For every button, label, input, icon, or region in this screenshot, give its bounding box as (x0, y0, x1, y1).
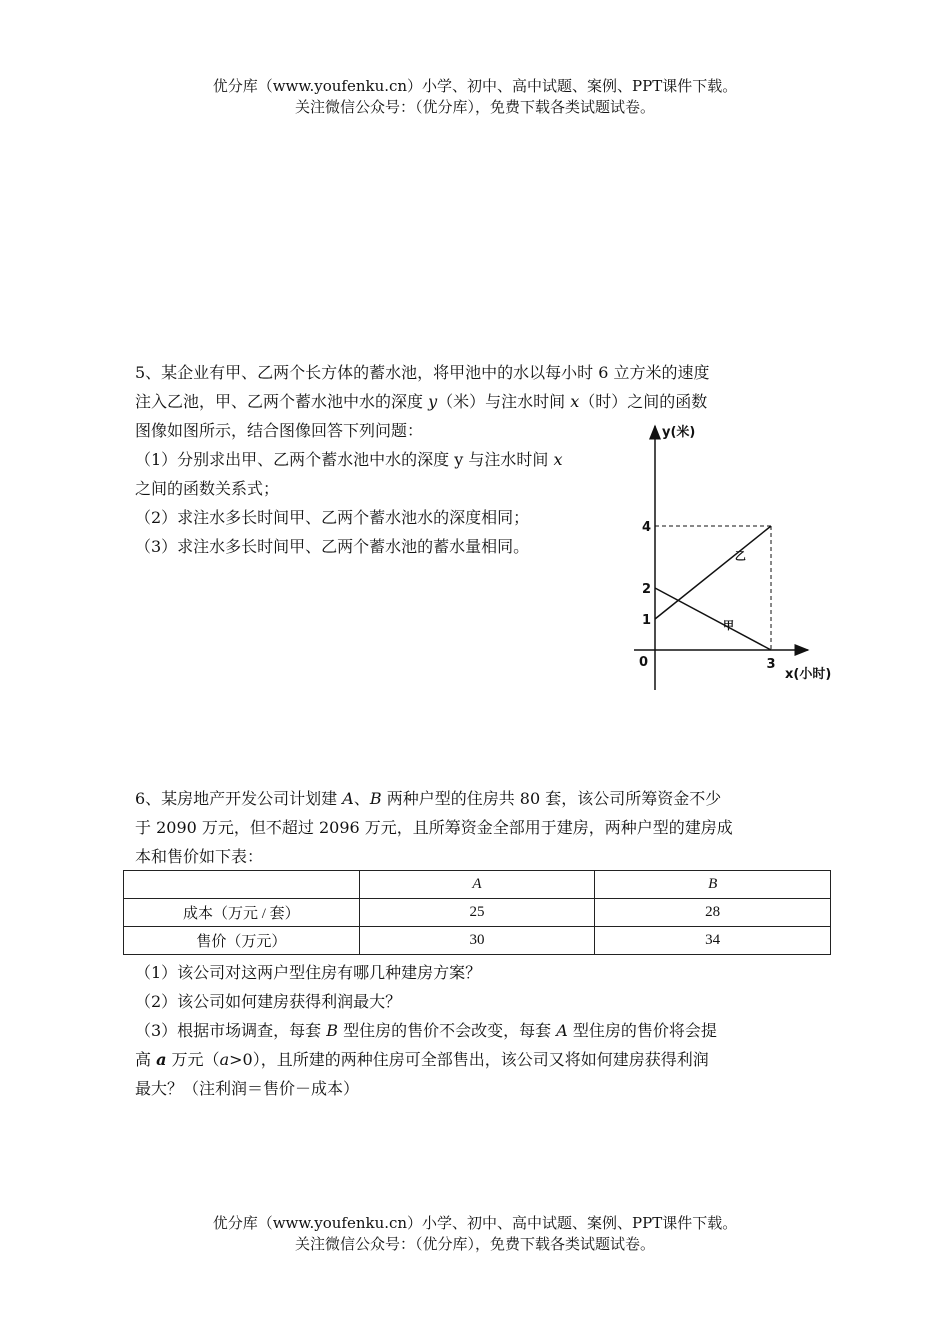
y-tick-label: 4 (641, 520, 651, 535)
table-header-cell: A (359, 871, 595, 899)
table-header-cell: B (595, 871, 831, 899)
sub-q-3-line-2 (135, 1045, 835, 1074)
sub-q-text: 型住房的售价将会提 (567, 1021, 717, 1040)
var-a: a (219, 1050, 230, 1069)
q6-text: 两种户型的住房共 80 套，该公司所筹资金不少 (381, 789, 722, 808)
table-cell: 28 (595, 899, 831, 927)
sub-q-text: >0），且所建的两种住房可全部售出，该公司又将如何建房获得利润 (229, 1050, 709, 1069)
table-cell: 成本（万元 / 套） (124, 899, 360, 927)
table-row (124, 899, 831, 927)
header-line-2: 关注微信公众号：（优分库），免费下载各类试题试卷。 (294, 98, 655, 116)
page-footer (0, 1213, 950, 1255)
question-5 (135, 358, 710, 561)
data-lines (655, 526, 771, 650)
y-tick-label: 2 (641, 582, 651, 597)
q5-text: （时）之间的函数 (579, 392, 708, 411)
table-row (124, 927, 831, 955)
q6-line-2: 于 2090 万元，但不超过 2096 万元，且所筹资金全部用于建房，两种户型的建房成 (135, 818, 733, 837)
question-6-subquestions (135, 958, 835, 1103)
sub-q-text: （3）根据市场调查，每套 (135, 1021, 327, 1040)
q5-line-2 (135, 387, 708, 416)
q5-line-4 (135, 445, 635, 474)
table-cell: 25 (359, 899, 595, 927)
dashed-guides (655, 526, 771, 650)
x-tick-label: 3 (766, 657, 776, 672)
q6-line-3: 本和售价如下表： (135, 847, 264, 866)
q5-line-5: 之间的函数关系式； (135, 479, 280, 498)
footer-line-2: 关注微信公众号：（优分库），免费下载各类试题试卷。 (294, 1235, 655, 1253)
footer-line-1: 优分库（www.youfenku.cn）小学、初中、高中试题、案例、PPT课件下载。 (212, 1214, 738, 1232)
var-A: A (342, 789, 354, 808)
y-axis-label: y(米) (662, 425, 696, 440)
page-header (0, 76, 950, 118)
question-6 (135, 784, 835, 871)
function-graph (620, 418, 850, 693)
sub-q-1: （1）该公司对这两户型住房有哪几种建房方案？ (135, 963, 482, 982)
series-label: 乙 (734, 549, 746, 563)
q5-line-6: （2）求注水多长时间甲、乙两个蓄水池水的深度相同； (135, 508, 530, 527)
sub-q-text: 型住房的售价不会改变，每套 (338, 1021, 557, 1040)
var-y: y (428, 392, 438, 411)
y-tick-label: 1 (641, 613, 651, 628)
var-A: A (556, 1021, 568, 1040)
sub-q-text: 万元（ (166, 1050, 220, 1069)
var-a: a (156, 1050, 167, 1069)
q5-text: 注入乙池，甲、乙两个蓄水池中水的深度 (135, 392, 429, 411)
q6-text: 6、某房地产开发公司计划建 (135, 789, 343, 808)
sub-q-3-line-1 (135, 1016, 835, 1045)
var-x: x (553, 450, 563, 469)
table-header-cell (124, 871, 360, 899)
q5-text: （1）分别求出甲、乙两个蓄水池中水的深度 y 与注水时间 (135, 450, 554, 469)
var-B: B (369, 789, 382, 808)
var-x: x (570, 392, 580, 411)
sub-q-text: 高 (135, 1050, 157, 1069)
header-line-1: 优分库（www.youfenku.cn）小学、初中、高中试题、案例、PPT课件下载。 (212, 77, 738, 95)
table-cell: 34 (595, 927, 831, 955)
series-label: 甲 (723, 619, 735, 632)
origin-label: 0 (638, 655, 648, 670)
q5-line-3: 图像如图所示，结合图像回答下列问题： (135, 421, 424, 440)
q6-text: 、 (353, 789, 370, 808)
q5-line-7: （3）求注水多长时间甲、乙两个蓄水池的蓄水量相同。 (135, 537, 530, 556)
sub-q-3-line-3: 最大？（注利润＝售价－成本） (135, 1079, 360, 1098)
series-line-jia (655, 588, 771, 650)
table-cell: 售价（万元） (124, 927, 360, 955)
x-axis-label: x(小时) (785, 667, 832, 682)
cost-price-table (123, 870, 831, 955)
table-cell: 30 (359, 927, 595, 955)
sub-q-2: （2）该公司如何建房获得利润最大？ (135, 992, 402, 1011)
var-B: B (326, 1021, 339, 1040)
q5-text: （米）与注水时间 (437, 392, 571, 411)
series-line-yi (655, 526, 771, 619)
table-header-row (124, 871, 831, 899)
q5-line-1: 5、某企业有甲、乙两个长方体的蓄水池，将甲池中的水以每小时 6 立方米的速度 (135, 363, 710, 382)
q6-line-1 (135, 784, 835, 813)
